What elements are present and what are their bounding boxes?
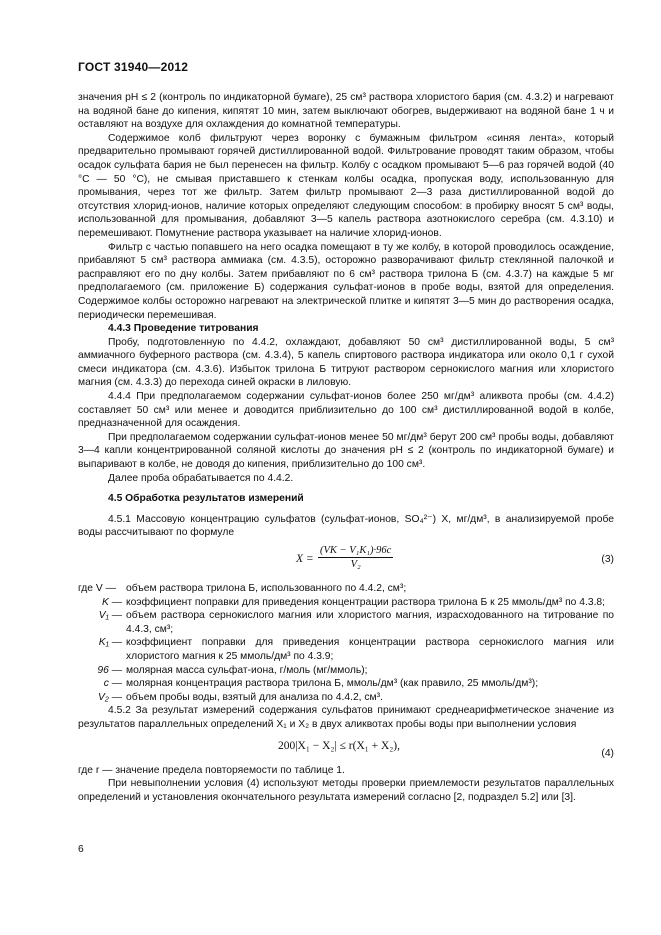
formula-expression: 200|X₁ − X₂| ≤ r(X₁ + X₂), bbox=[278, 739, 401, 752]
document-body bbox=[78, 91, 614, 804]
definition-item bbox=[78, 636, 614, 663]
formula-numerator: (VK − V₁K₁)·96c bbox=[320, 545, 392, 556]
definition-text: объем раствора трилона Б, использованного по 4.4.2, см³; bbox=[126, 583, 407, 594]
definitions-list bbox=[78, 582, 614, 704]
formula-denominator: V₂ bbox=[350, 559, 361, 570]
formula-fraction bbox=[318, 544, 393, 571]
definition-text: молярная концентрация раствора трилона Б, ммоль/дм³ (как правило, 25 ммоль/дм³); bbox=[126, 678, 539, 690]
definition-item bbox=[78, 664, 614, 678]
definition-symbol: K₁ — bbox=[98, 637, 122, 649]
definition-item bbox=[78, 582, 614, 596]
definition-text: молярная масса сульфат-иона, г/моль (мг/ммоль); bbox=[126, 664, 368, 676]
paragraph: Фильтр с частью попавшего на него осадка помещают в ту же колбу, в которой проводилось осаждение, прибавляют 5 см³ раствора аммиака (см. 4.3.5), осторожно разворачивают фильтр стеклянной палочкой и расправляют его по дну колбы. Затем прибавляют по 6 см³ раствора трилона Б (см. 4.3.7) на каждые 5 мг предполагаемого (см. приложение Б) содержания сульфат-ионов в пробе воды, взятой для определения. Содержимое колбы осторожно нагревают на электрической плитке и кипятят 3—5 мин до растворения осадка, периодически перемешивая. bbox=[78, 241, 614, 321]
definition-symbol: c — bbox=[103, 678, 122, 690]
definition-symbol: K — bbox=[101, 596, 122, 608]
definition-text: объем раствора сернокислого магния или хлористого магния, израсходованного на титрование по 4.4.3, см³; bbox=[126, 610, 614, 635]
formula-4 bbox=[78, 738, 614, 758]
paragraph: 4.4.4 При предполагаемом содержании сульфат-ионов более 250 мг/дм³ аликвота пробы (см. 4.4.2) составляет 50 см³ или менее и доводится приблизительно до 100 см³ дистиллированной водой в колбе, предназначенной для осаждения. bbox=[78, 391, 614, 430]
definition-text: коэффициент поправки для приведения концентрации раствора сернокислого магния или хлористого магния к 25 ммоль/дм³ по 4.3.9; bbox=[126, 637, 614, 662]
section-heading-4-4-3: 4.4.3 Проведение титрования bbox=[108, 323, 259, 335]
paragraph: При предполагаемом содержании сульфат-ионов менее 50 мг/дм³ берут 200 см³ пробы воды, добавляют 3—4 капли концентрированной соляной кислоты до значения pH ≤ 2 (контроль по индикаторной бумаге) и выпаривают в колбе, не доводя до кипения, приблизительно до 100 см³. bbox=[78, 431, 614, 471]
page-number: 6 bbox=[78, 844, 84, 855]
definition-symbol: 96 — bbox=[97, 664, 122, 676]
definition-text: объем пробы воды, взятый для анализа по 4.4.2, см³. bbox=[126, 691, 383, 703]
definition-item bbox=[78, 609, 614, 636]
definition-text: коэффициент поправки для приведения концентрации раствора трилона Б к 25 ммоль/дм³ по 4.3.8; bbox=[126, 596, 606, 608]
section-heading-4-5: 4.5 Обработка результатов измерений bbox=[108, 493, 304, 505]
equation-number: (3) bbox=[601, 554, 614, 565]
definition-item bbox=[78, 677, 614, 691]
definition-item bbox=[78, 691, 614, 705]
paragraph: 4.5.1 Массовую концентрацию сульфатов (сульфат-ионов, SO₄²⁻) X, мг/дм³, в анализируемой пробе воды рассчитывают по формуле bbox=[78, 513, 614, 539]
paragraph: Содержимое колб фильтруют через воронку с бумажным фильтром «синяя лента», который предварительно промывают горячей дистиллированной водой. Фильтрование проводят таким образом, чтобы осадок сульфата бария не был перенесен на фильтр. Колбу с осадком промывают 5—6 раз горячей водой (40 °С — 50 °С), не смывая приставшего к стенкам колбы осадка, пропуская воду, использованную для промывания, через тот же фильтр. Затем фильтр промывают 2—3 раза дистиллированной водой до отсутствия хлорид-ионов, наличие которых определяют следующим способом: в пробирку вносят 5 см³ воды, использованной для промывания, добавляют 3—5 капель раствора азотнокислого серебра (см. 4.3.10) и перемешивают. Помутнение раствора указывает на наличие хлорид-ионов. bbox=[78, 132, 614, 239]
definition-item bbox=[78, 596, 614, 610]
paragraph: Далее проба обрабатывается по 4.4.2. bbox=[108, 472, 294, 484]
definition-symbol: V₁ — bbox=[98, 610, 122, 622]
equation-number: (4) bbox=[601, 747, 614, 759]
formula-lhs: X = bbox=[296, 553, 314, 565]
paragraph: При невыполнении условия (4) используют методы проверки приемлемости результатов параллельных определений и установления окончательного результата измерений согласно [2, подраздел 5.2] или [3]. bbox=[78, 778, 614, 803]
paragraph: 4.5.2 За результат измерений содержания сульфатов принимают среднеарифметическое значение из результатов параллельных определений X₁ и X₂ в двух аликвотах пробы воды при выполнении условия bbox=[78, 705, 614, 730]
definition-symbol: где V — bbox=[78, 583, 116, 594]
paragraph: где r — значение предела повторяемости по таблице 1. bbox=[78, 764, 345, 776]
formula-3 bbox=[78, 544, 614, 574]
paragraph: Пробу, подготовленную по 4.4.2, охлаждают, добавляют 50 см³ дистиллированной воды, 5 см³ аммиачного буферного раствора (см. 4.3.4), 5 капель спиртового раствора индикатора или около 0,1 г сухой смеси индикатора (см. 4.3.6). Избыток трилона Б титруют раствором сернокислого магния или хлористого магния (см. 4.3.3) до перехода синей окраски в лиловую. bbox=[78, 336, 614, 389]
document-header: ГОСТ 31940—2012 bbox=[78, 60, 189, 74]
paragraph: значения pH ≤ 2 (контроль по индикаторной бумаге), 25 см³ раствора хлористого бария (см. 4.3.2) и нагревают на водяной бане до кипения, кипятят 10 мин, затем выключают обогрев, выдерживают на водяной бане 1 ч и оставляют на воздухе для охлаждения до комнатной температуры. bbox=[78, 92, 614, 131]
definition-symbol: V₂ — bbox=[98, 691, 122, 703]
